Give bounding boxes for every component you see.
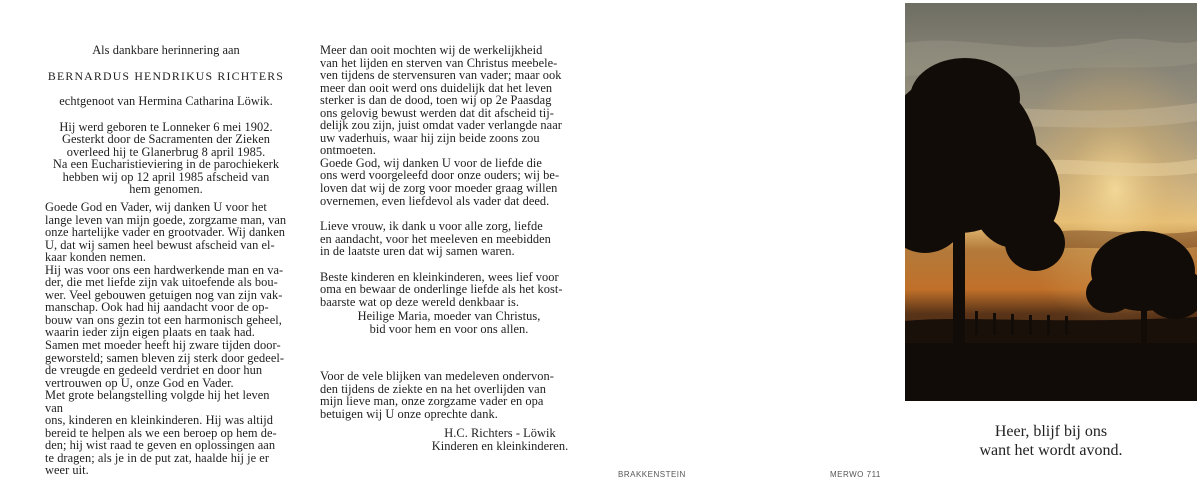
prayer-line: Heilige Maria, moeder van Christus, (357, 309, 541, 323)
thanks-text (320, 370, 578, 420)
gratitude-line: ons werd voorgeleefd door onze ouders; wij be- (320, 168, 560, 183)
sunset-image (905, 3, 1197, 401)
bio-line: hem genomen. (129, 182, 203, 197)
body-line: vertrouwen op U, onze God en Vader. (45, 375, 234, 390)
deceased-name: BERNARDUS HENDRIKUS RICHTERS (47, 68, 285, 83)
reflection-line: ven tijdens de stervensuren van vader; maar ook (320, 68, 562, 83)
thanks-line: Voor de vele blijken van medeleven ondervon- (320, 369, 554, 383)
body-line: wer. Veel gebouwen getuigen nog van zijn vak- (45, 287, 283, 302)
intro-line: Als dankbare herinnering aan (92, 43, 240, 57)
thanks-line: den tijdens de ziekte en na het overlijden van (320, 381, 546, 396)
blank-panel (600, 0, 900, 492)
body-line: kaar konden nemen. (45, 250, 147, 265)
body-line: lange leven van mijn goede, zorgzame man, van (45, 212, 287, 227)
prayer (320, 310, 578, 335)
bio-line: Na een Eucharistieviering in de parochiekerk (52, 157, 280, 172)
body-line: weer uit. (45, 463, 89, 478)
reflection-line: ontmoeten. (320, 143, 376, 158)
children-line: baarste wat op deze wereld denkbaar is. (320, 294, 520, 309)
body-line: Goede God en Vader, wij danken U voor het (45, 200, 267, 214)
caption-line: Heer, blijf bij ons (994, 423, 1108, 440)
body-line: ons, kinderen en kleinkinderen. Hij was altijd (45, 413, 274, 428)
gratitude-line: loven dat wij de zorg voor moeder graag willen (320, 181, 558, 196)
gratitude-line: Goede God, wij danken U voor de liefde die (320, 155, 542, 170)
body-line: U, dat wij samen heel bewust afscheid van el- (45, 237, 275, 252)
printer-mark: BRAKKENSTEIN (618, 470, 686, 479)
body-line: manschap. Ook had hij aandacht voor de op- (45, 300, 269, 315)
thanks-line: betuigen wij U onze oprechte dank. (320, 406, 498, 421)
photo-caption (905, 422, 1197, 460)
signature (420, 427, 580, 452)
reflection-text (320, 44, 578, 308)
body-line: geworsteld; samen bleven zij sterk door gedeel- (45, 350, 285, 365)
body-line: der, die met liefde zijn vak uitoefende als bou- (45, 275, 278, 290)
body-line: Samen met moeder heeft hij zware tijden door- (45, 338, 281, 353)
body-line: waarin ieder zijn eigen plaats en taak had. (45, 325, 255, 340)
spouse-line: echtgenoot van Hermina Catharina Löwik. (59, 94, 273, 109)
body-line: den; hij wist raad te geven en oplossingen aan (45, 438, 276, 453)
body-line: bereid te helpen als we een beroep op hem de- (45, 425, 277, 440)
printer-code: MERWO 711 (830, 470, 881, 479)
prayer-line: bid voor hem en voor ons allen. (369, 321, 529, 336)
body-line: de vreugde en gedeeld verdriet en door hun (45, 363, 263, 378)
thanks-line: mijn lieve man, onze zorgzame vader en opa (320, 394, 544, 409)
reflection-line: sterker is dan de dood, toen wij op 2e Paasdag (320, 93, 552, 108)
reflection-line: uw vaderhuis, waar hij zijn beide zoons zou (320, 130, 540, 145)
reflection-line: meer dan ooit werd ons duidelijk dat het leven (320, 80, 553, 95)
reflection-line: ons gelovig bewust werden dat dit afscheid tij- (320, 105, 554, 120)
wife-line: Lieve vrouw, ik dank u voor alle zorg, liefde (320, 219, 543, 234)
signature-line: H.C. Richters - Löwik (444, 426, 556, 440)
body-line: Met grote belangstelling volgde hij het leven van (45, 388, 270, 415)
card-header (40, 44, 292, 196)
children-line: oma en bewaar de onderlinge liefde als het kost- (320, 282, 563, 297)
caption-line: want het wordt avond. (979, 442, 1123, 459)
reflection-line: van het lijden en sterven van Christus meebele- (320, 55, 558, 70)
bio-line: Hij werd geboren te Lonneker 6 mei 1902. (59, 119, 273, 134)
bio-line: overleed hij te Glanerbrug 8 april 1985. (66, 144, 266, 159)
body-line: bouw van ons gezin tot een harmonisch geheel, (45, 312, 282, 327)
bio-line: Gesterkt door de Sacramenten der Zieken (61, 132, 271, 147)
bio-line: hebben wij op 12 april 1985 afscheid van (62, 169, 270, 184)
wife-line: in de laatste uren dat wij samen waren. (320, 244, 515, 259)
reflection-line: delijk zou zijn, juist omdat vader verlangde naar (320, 118, 562, 133)
signature-line: Kinderen en kleinkinderen. (431, 438, 569, 453)
gratitude-line: overnemen, even liefdevol als vader dat deed. (320, 193, 550, 208)
thanksgiving-text (45, 201, 290, 477)
sunset-photo (905, 3, 1197, 401)
body-line: Hij was voor ons een hardwerkende man en va- (45, 262, 284, 277)
body-line: onze hartelijke vader en grootvader. Wij danken (45, 225, 286, 240)
children-line: Beste kinderen en kleinkinderen, wees lief voor (320, 269, 559, 284)
wife-line: en aandacht, voor het meeleven en meebidden (320, 231, 551, 246)
reflection-line: Meer dan ooit mochten wij de werkelijkheid (320, 43, 543, 57)
body-line: te dragen; als je in de put zat, haalde hij je er (45, 450, 270, 465)
